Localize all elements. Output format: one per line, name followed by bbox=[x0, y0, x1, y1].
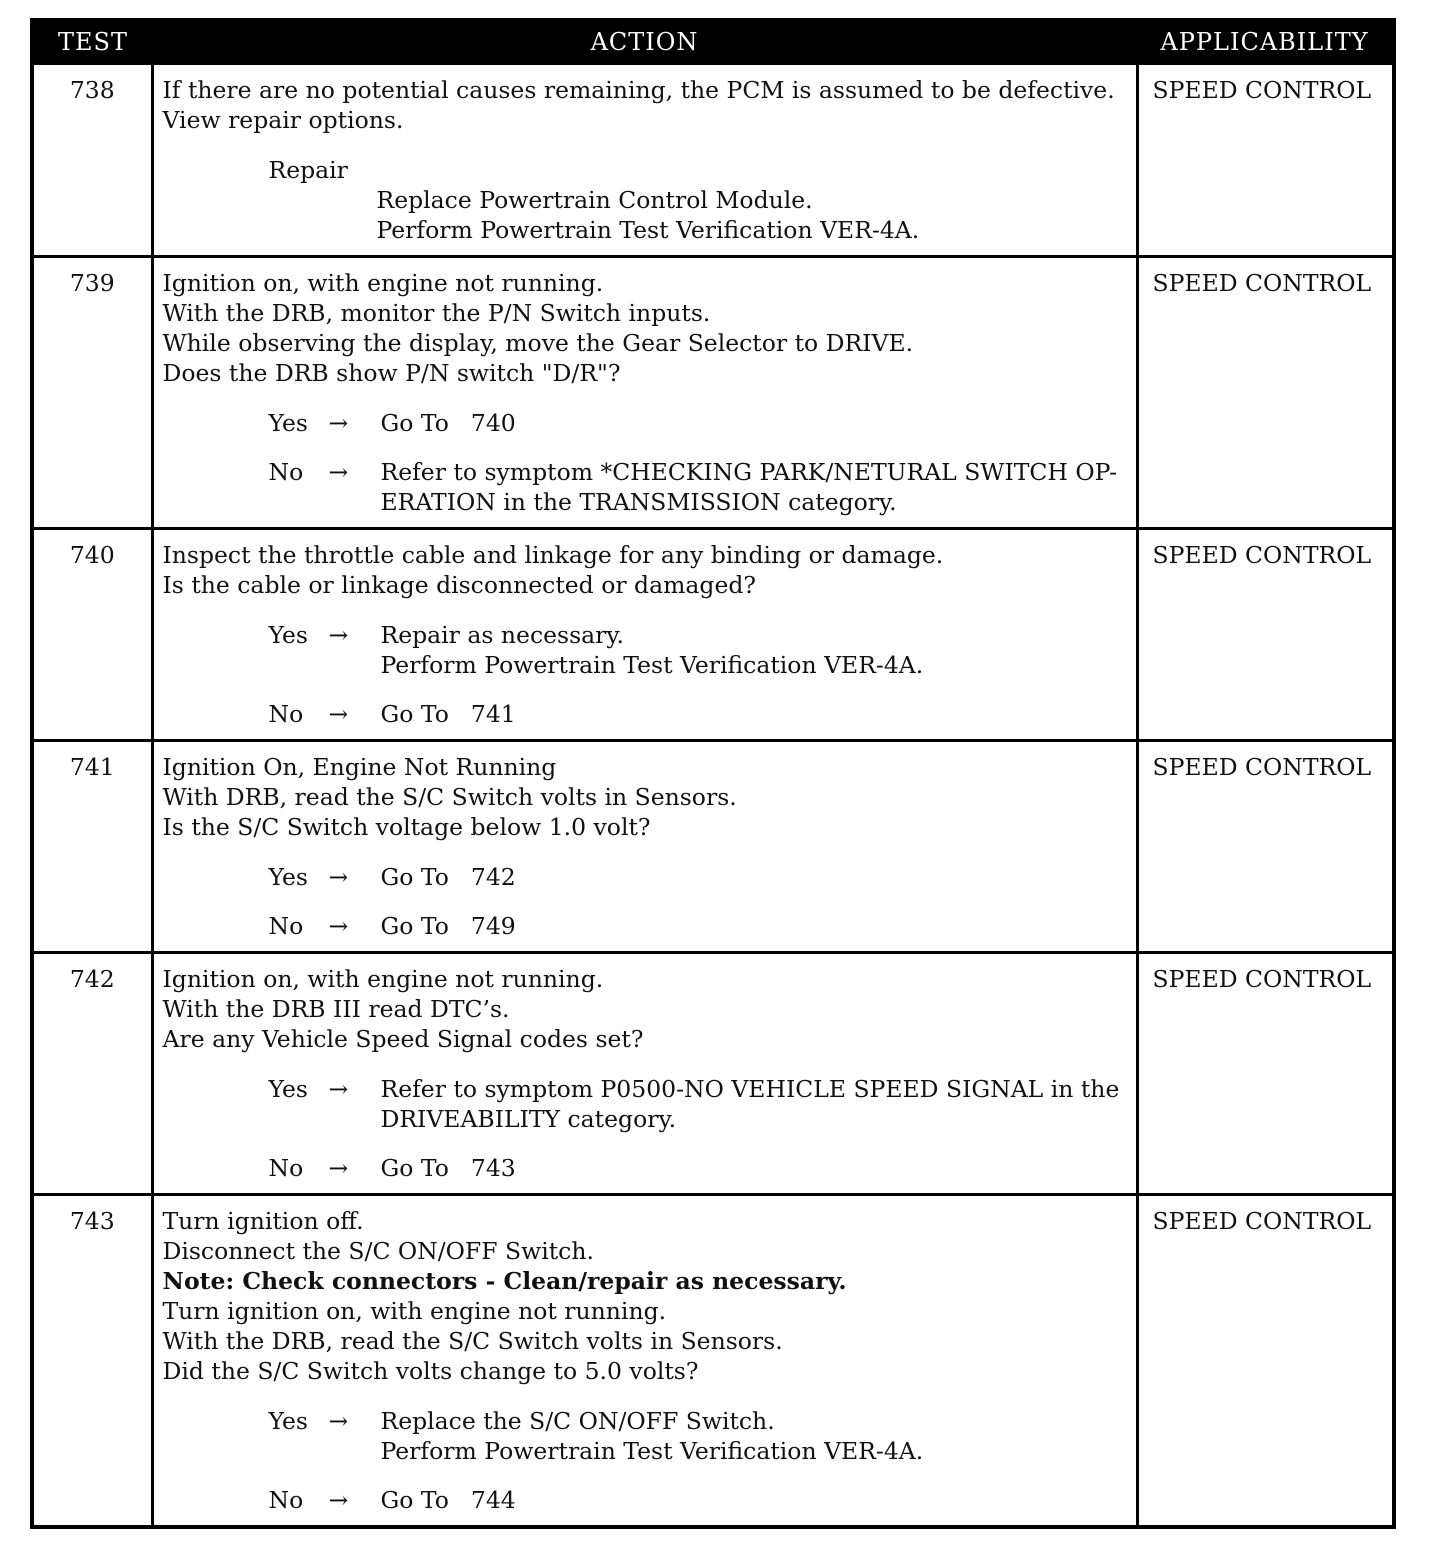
right-arrow-icon: → bbox=[328, 458, 349, 486]
action-line: Is the cable or linkage disconnected or damaged? bbox=[162, 571, 756, 599]
test-number: 739 bbox=[32, 257, 152, 529]
action-line: Turn ignition on, with engine not running. bbox=[162, 1297, 667, 1325]
applicability-cell: SPEED CONTROL bbox=[1137, 64, 1394, 257]
action-line: With the DRB III read DTC’s. bbox=[162, 995, 510, 1023]
goto-test-number: 740 bbox=[470, 409, 516, 437]
action-cell bbox=[152, 257, 1137, 529]
test-number: 740 bbox=[32, 529, 152, 741]
applicability-cell: SPEED CONTROL bbox=[1137, 257, 1394, 529]
outcome-list bbox=[163, 408, 1128, 517]
action-cell bbox=[152, 529, 1137, 741]
outcome-key: Yes bbox=[268, 1075, 308, 1103]
procedure-sheet bbox=[30, 18, 1392, 1529]
action-cell bbox=[152, 1195, 1137, 1528]
goto-label: Go To bbox=[380, 1154, 449, 1182]
outcome-no bbox=[269, 1485, 1128, 1515]
outcome-text bbox=[381, 1406, 1128, 1466]
action-line: Did the S/C Switch volts change to 5.0 volts? bbox=[162, 1357, 699, 1385]
outcome-text bbox=[381, 620, 1128, 680]
outcome-line: Perform Powertrain Test Verification VER-4A. bbox=[380, 1437, 924, 1465]
right-arrow-icon: → bbox=[328, 409, 349, 437]
goto-reference bbox=[381, 1485, 1128, 1515]
goto-test-number: 749 bbox=[470, 912, 516, 940]
goto-label: Go To bbox=[380, 863, 449, 891]
right-arrow-icon: → bbox=[328, 700, 349, 728]
goto-label: Go To bbox=[380, 1486, 449, 1514]
action-line: Does the DRB show P/N switch "D/R"? bbox=[162, 359, 621, 387]
outcome-text bbox=[381, 1074, 1128, 1134]
table-row-742 bbox=[32, 953, 1394, 1195]
goto-label: Go To bbox=[380, 700, 449, 728]
goto-test-number: 744 bbox=[470, 1486, 516, 1514]
outcome-line: ERATION in the TRANSMISSION category. bbox=[380, 488, 897, 516]
repair-step: Perform Powertrain Test Verification VER-4A. bbox=[376, 216, 920, 244]
repair-step: Replace Powertrain Control Module. bbox=[376, 186, 813, 214]
right-arrow-icon: → bbox=[328, 863, 349, 891]
right-arrow-icon: → bbox=[328, 1486, 349, 1514]
table-row-740 bbox=[32, 529, 1394, 741]
repair-steps bbox=[269, 185, 1128, 245]
outcome-line: Replace the S/C ON/OFF Switch. bbox=[380, 1407, 775, 1435]
outcome-list bbox=[163, 862, 1128, 941]
action-cell bbox=[152, 953, 1137, 1195]
outcome-key: Yes bbox=[268, 621, 308, 649]
action-line: Ignition on, with engine not running. bbox=[162, 965, 604, 993]
applicability-cell: SPEED CONTROL bbox=[1137, 953, 1394, 1195]
note-line: Note: Check connectors - Clean/repair as necessary. bbox=[162, 1267, 847, 1295]
table-header-row bbox=[32, 20, 1394, 64]
test-number: 741 bbox=[32, 741, 152, 953]
repair-block bbox=[163, 155, 1128, 245]
outcome-yes bbox=[269, 408, 1128, 438]
outcome-line: Repair as necessary. bbox=[380, 621, 625, 649]
action-line: Are any Vehicle Speed Signal codes set? bbox=[162, 1025, 644, 1053]
outcome-key: Yes bbox=[268, 409, 308, 437]
outcome-no bbox=[269, 699, 1128, 729]
outcome-key: No bbox=[268, 458, 304, 486]
goto-label: Go To bbox=[380, 912, 449, 940]
right-arrow-icon: → bbox=[328, 1407, 349, 1435]
action-line: With DRB, read the S/C Switch volts in Sensors. bbox=[162, 783, 737, 811]
action-line: Turn ignition off. bbox=[162, 1207, 364, 1235]
outcome-key: Yes bbox=[268, 1407, 308, 1435]
action-line: Ignition on, with engine not running. bbox=[162, 269, 604, 297]
right-arrow-icon: → bbox=[328, 912, 349, 940]
outcome-key: No bbox=[268, 700, 304, 728]
goto-test-number: 743 bbox=[470, 1154, 516, 1182]
test-number: 738 bbox=[32, 64, 152, 257]
outcome-no bbox=[269, 911, 1128, 941]
outcome-line: Perform Powertrain Test Verification VER-4A. bbox=[380, 651, 924, 679]
outcome-list bbox=[163, 1406, 1128, 1515]
action-line: Ignition On, Engine Not Running bbox=[162, 753, 557, 781]
outcome-key: No bbox=[268, 1486, 304, 1514]
outcome-yes bbox=[269, 862, 1128, 892]
outcome-key: Yes bbox=[268, 863, 308, 891]
applicability-cell: SPEED CONTROL bbox=[1137, 1195, 1394, 1528]
column-header-action: ACTION bbox=[152, 20, 1137, 64]
outcome-line: Refer to symptom P0500-NO VEHICLE SPEED SIGNAL in the bbox=[380, 1075, 1120, 1103]
table-row-738 bbox=[32, 64, 1394, 257]
goto-reference bbox=[381, 862, 1128, 892]
right-arrow-icon: → bbox=[328, 1075, 349, 1103]
test-number: 742 bbox=[32, 953, 152, 1195]
repair-label: Repair bbox=[268, 156, 348, 184]
action-line: View repair options. bbox=[162, 106, 404, 134]
column-header-test: TEST bbox=[32, 20, 152, 64]
table-row-739 bbox=[32, 257, 1394, 529]
action-cell bbox=[152, 64, 1137, 257]
action-line: With the DRB, monitor the P/N Switch inputs. bbox=[162, 299, 711, 327]
right-arrow-icon: → bbox=[328, 1154, 349, 1182]
outcome-text bbox=[381, 457, 1128, 517]
outcome-yes bbox=[269, 1406, 1128, 1466]
goto-label: Go To bbox=[380, 409, 449, 437]
action-line: Inspect the throttle cable and linkage for any binding or damage. bbox=[162, 541, 944, 569]
test-number: 743 bbox=[32, 1195, 152, 1528]
column-header-applicability: APPLICABILITY bbox=[1137, 20, 1394, 64]
table-row-741 bbox=[32, 741, 1394, 953]
action-line: While observing the display, move the Gear Selector to DRIVE. bbox=[162, 329, 914, 357]
outcome-yes bbox=[269, 1074, 1128, 1134]
outcome-list bbox=[163, 620, 1128, 729]
outcome-yes bbox=[269, 620, 1128, 680]
right-arrow-icon: → bbox=[328, 621, 349, 649]
goto-reference bbox=[381, 699, 1128, 729]
goto-reference bbox=[381, 408, 1128, 438]
outcome-key: No bbox=[268, 1154, 304, 1182]
action-cell bbox=[152, 741, 1137, 953]
outcome-line: Refer to symptom *CHECKING PARK/NETURAL SWITCH OP- bbox=[380, 458, 1118, 486]
outcome-no bbox=[269, 1153, 1128, 1183]
table-row-743 bbox=[32, 1195, 1394, 1528]
goto-test-number: 742 bbox=[470, 863, 516, 891]
action-line: Is the S/C Switch voltage below 1.0 volt? bbox=[162, 813, 651, 841]
outcome-line: DRIVEABILITY category. bbox=[380, 1105, 677, 1133]
applicability-cell: SPEED CONTROL bbox=[1137, 741, 1394, 953]
action-line: If there are no potential causes remaining, the PCM is assumed to be defective. bbox=[162, 76, 1115, 104]
applicability-cell: SPEED CONTROL bbox=[1137, 529, 1394, 741]
outcome-list bbox=[163, 1074, 1128, 1183]
outcome-key: No bbox=[268, 912, 304, 940]
goto-test-number: 741 bbox=[470, 700, 516, 728]
procedure-table bbox=[30, 18, 1396, 1529]
goto-reference bbox=[381, 1153, 1128, 1183]
goto-reference bbox=[381, 911, 1128, 941]
action-line: With the DRB, read the S/C Switch volts in Sensors. bbox=[162, 1327, 783, 1355]
outcome-no bbox=[269, 457, 1128, 517]
action-line: Disconnect the S/C ON/OFF Switch. bbox=[162, 1237, 594, 1265]
